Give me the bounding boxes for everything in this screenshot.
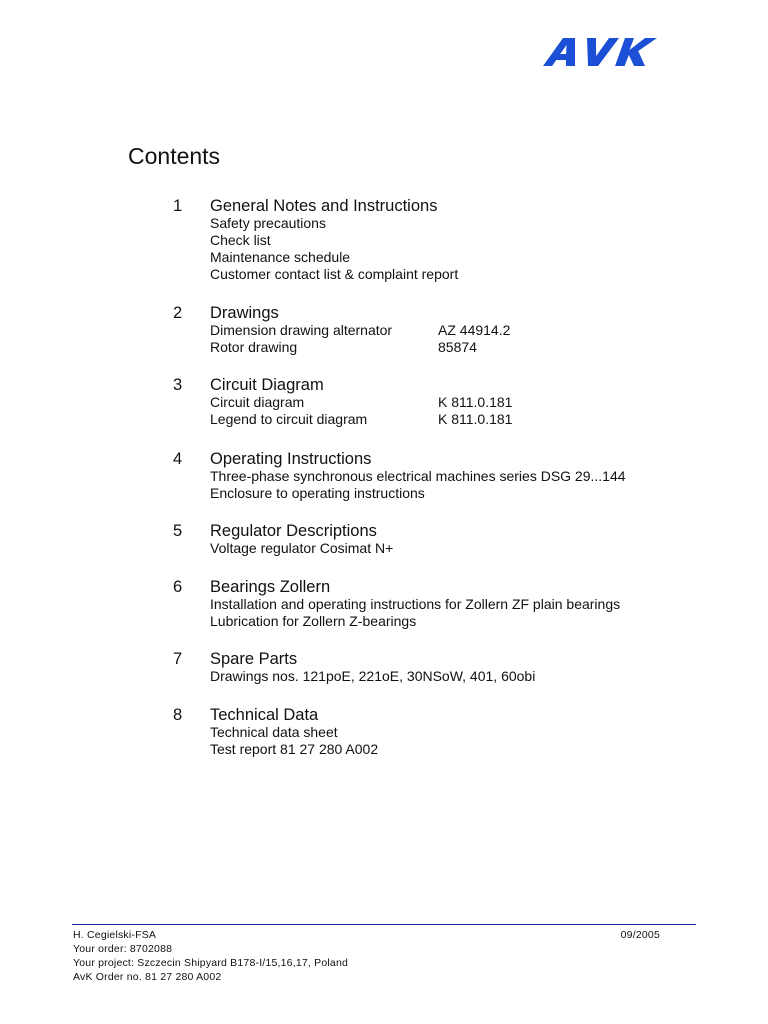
toc-item-label: Dimension drawing alternator [210, 322, 393, 338]
toc-item-label: Drawings nos. 121poE, 221oE, 30NSoW, 401, 60obi [210, 668, 536, 684]
section-items [210, 596, 730, 630]
section-number: 3 [173, 376, 183, 394]
footer [73, 928, 660, 984]
section-number: 6 [173, 578, 183, 596]
toc-item [210, 741, 730, 758]
toc-item-reference: AZ 44914.2 [438, 322, 511, 338]
avk-logo [541, 38, 669, 66]
footer-order: Your order: 8702088 [73, 943, 173, 955]
section-title: Circuit Diagram [210, 376, 324, 394]
toc-item [210, 232, 730, 249]
footer-date: 09/2005 [620, 929, 660, 941]
section-title: Technical Data [210, 706, 319, 724]
section-items [210, 468, 730, 502]
section-number: 2 [173, 304, 183, 322]
toc-item [210, 394, 730, 411]
toc-item-label: Circuit diagram [210, 394, 305, 410]
section-items [210, 668, 730, 685]
toc-item [210, 540, 730, 557]
toc-item-label: Installation and operating instructions for Zollern ZF plain bearings [210, 596, 621, 612]
section-items [210, 394, 730, 428]
toc-item [210, 596, 730, 613]
toc-item [210, 485, 730, 502]
toc-item-label: Test report 81 27 280 A002 [210, 741, 379, 757]
toc-item-label: Voltage regulator Cosimat N+ [210, 540, 394, 556]
footer-divider [72, 924, 696, 925]
page-title: Contents [128, 143, 221, 169]
toc-item-reference: K 811.0.181 [438, 411, 513, 427]
footer-author: H. Cegielski-FSA [73, 929, 157, 941]
avk-logo-mark [541, 38, 669, 66]
section-number: 5 [173, 522, 183, 540]
toc-item [210, 613, 730, 630]
section-title: Bearings Zollern [210, 578, 331, 596]
toc-item [210, 339, 730, 356]
toc-item [210, 468, 730, 485]
toc-item [210, 411, 730, 428]
section-title: Spare Parts [210, 650, 298, 668]
section-title: Operating Instructions [210, 450, 372, 468]
section-number: 1 [173, 197, 183, 215]
toc-item-label: Lubrication for Zollern Z-bearings [210, 613, 417, 629]
toc-item-reference: K 811.0.181 [438, 394, 513, 410]
toc-item-label: Customer contact list & complaint report [210, 266, 459, 282]
section-title: Regulator Descriptions [210, 522, 377, 540]
footer-project: Your project: Szczecin Shipyard B178-I/15,16,17, Poland [73, 957, 349, 969]
section-items [210, 540, 730, 557]
footer-avk-order: AvK Order no. 81 27 280 A002 [73, 971, 222, 983]
section-items [210, 322, 730, 356]
toc-item-label: Maintenance schedule [210, 249, 351, 265]
toc-item-label: Check list [210, 232, 271, 248]
toc-item [210, 724, 730, 741]
toc-item [210, 668, 730, 685]
toc-item-label: Enclosure to operating instructions [210, 485, 425, 501]
section-items [210, 215, 730, 283]
section-title: Drawings [210, 304, 279, 322]
toc-item-label: Safety precautions [210, 215, 326, 231]
toc-item-reference: 85874 [438, 339, 477, 355]
toc-item [210, 266, 730, 283]
section-number: 4 [173, 450, 183, 468]
section-number: 8 [173, 706, 183, 724]
section-items [210, 724, 730, 758]
section-title: General Notes and Instructions [210, 197, 438, 215]
section-number: 7 [173, 650, 183, 668]
toc-item-label: Technical data sheet [210, 724, 338, 740]
toc-item [210, 249, 730, 266]
toc-item-label: Three-phase synchronous electrical machines series DSG 29...144 [210, 468, 626, 484]
toc-item [210, 215, 730, 232]
toc-item-label: Legend to circuit diagram [210, 411, 368, 427]
toc-item [210, 322, 730, 339]
toc-item-label: Rotor drawing [210, 339, 298, 355]
